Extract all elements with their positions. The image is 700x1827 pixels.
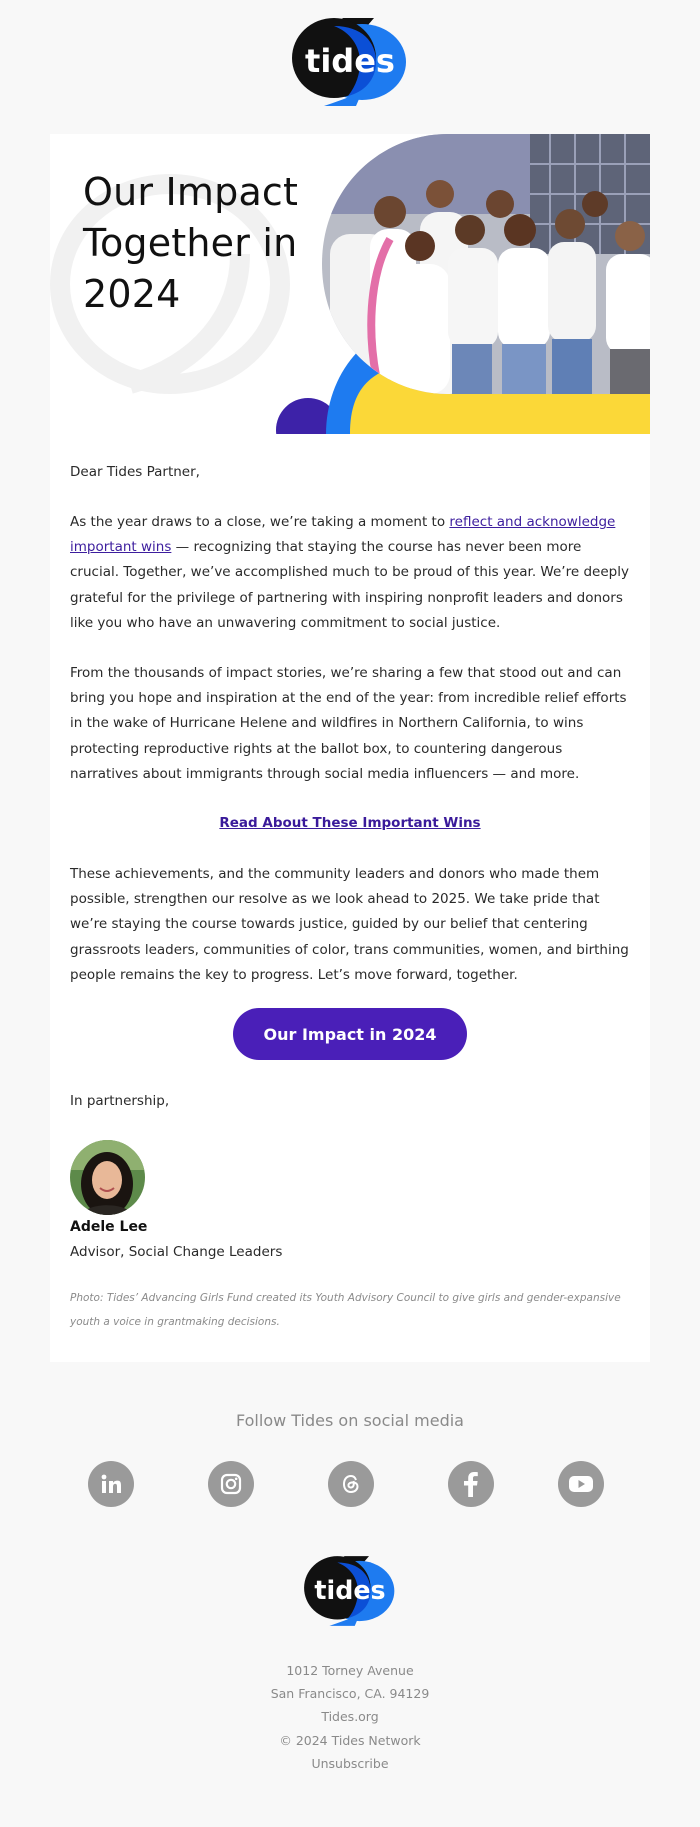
footer-address-line1: 1012 Torney Avenue <box>286 1663 414 1678</box>
footer-address-line2: San Francisco, CA. 94129 <box>270 1686 430 1701</box>
paragraph-intro-start: As the year draws to a close, we’re taking a moment to <box>70 514 450 530</box>
footer-logo-wordmark: tides <box>314 1574 386 1605</box>
paragraph-intro <box>70 510 630 636</box>
read-wins-link[interactable]: Read About These Important Wins <box>219 815 481 831</box>
hero-banner <box>50 134 650 434</box>
greeting: Dear Tides Partner, <box>70 464 200 480</box>
tides-logo-header[interactable] <box>0 14 700 110</box>
social-heading: Follow Tides on social media <box>236 1411 464 1430</box>
signer-name: Adele Lee <box>70 1219 148 1235</box>
unsubscribe-link[interactable]: Unsubscribe <box>311 1756 389 1771</box>
email-card <box>50 134 650 1362</box>
tides-logo-footer[interactable] <box>0 1553 700 1629</box>
closing: In partnership, <box>70 1093 170 1109</box>
photo-caption: Photo: Tides’ Advancing Girls Fund created its Youth Advisory Council to give girls and gender-expansive youth a voice in grantmaking decisions. <box>70 1292 621 1328</box>
facebook-icon[interactable] <box>448 1461 494 1507</box>
logo-wordmark: tides <box>305 42 395 80</box>
threads-icon[interactable] <box>328 1461 374 1507</box>
paragraph-intro-end: — recognizing that staying the course has never been more crucial. Together, we’ve accomplished much to be proud of this year. We’re deeply grateful for the privilege of partnering with inspiring nonprofit leaders and donors like you who have an unwavering commitment to social justice. <box>70 539 629 631</box>
linkedin-icon[interactable] <box>88 1461 134 1507</box>
youtube-icon[interactable] <box>558 1461 604 1507</box>
reflect-wins-link[interactable]: reflect and acknowledge important wins <box>70 514 616 556</box>
instagram-icon[interactable] <box>208 1461 254 1507</box>
avatar <box>70 1140 145 1215</box>
signer-title: Advisor, Social Change Leaders <box>70 1244 283 1260</box>
paragraph-achievements: These achievements, and the community leaders and donors who made them possible, strengthen our resolve as we look ahead to 2025. We take pride that we’re staying the course towards justice, guided by our belief that centering grassroots leaders, communities of color, trans communities, women, and birthing people remains the key to progress. Let’s move forward, together. <box>70 866 629 983</box>
impact-2024-button[interactable]: Our Impact in 2024 <box>233 1008 467 1060</box>
paragraph-impact-stories: From the thousands of impact stories, we’re sharing a few that stood out and can bring you hope and inspiration at the end of the year: from incredible relief efforts in the wake of Hurricane Helene and wildfires in Northern California, to wins protecting reproductive rights at the ballot box, to countering dangerous narratives about immigrants through social media influencers — and more. <box>70 665 627 782</box>
footer-copyright: © 2024 Tides Network <box>279 1733 421 1748</box>
hero-title: Our Impact Together in 2024 <box>83 170 299 316</box>
group-photo <box>300 134 650 394</box>
footer-site-link[interactable]: Tides.org <box>321 1709 379 1724</box>
